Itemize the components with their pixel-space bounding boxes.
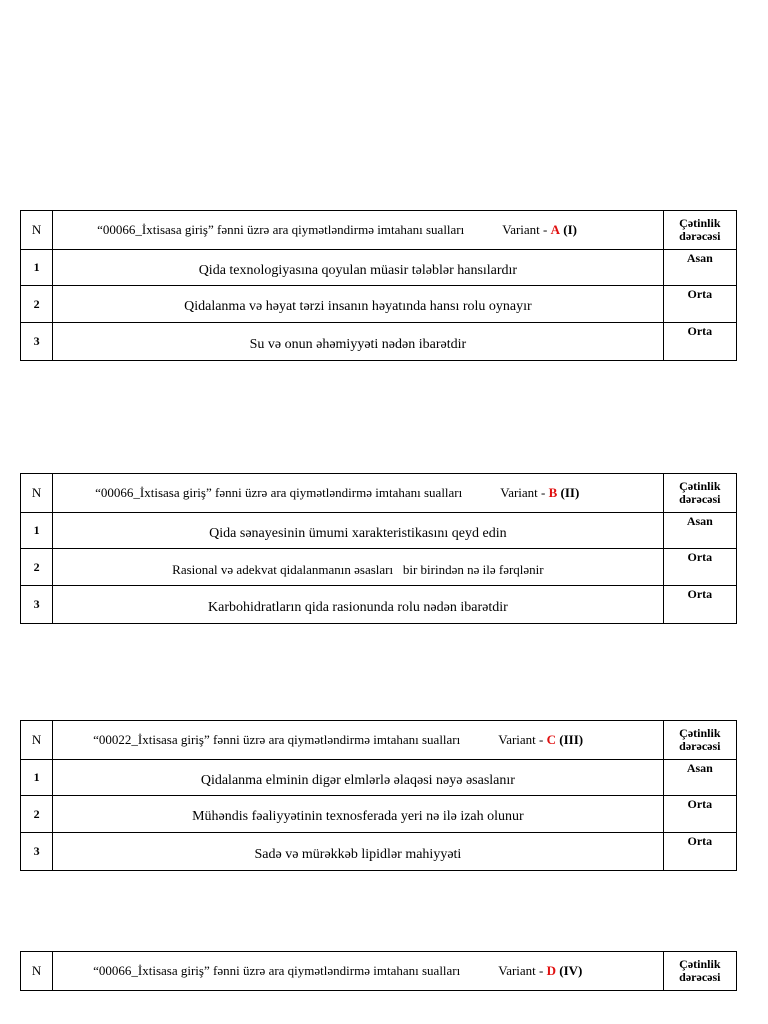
- question-number: 2: [21, 286, 53, 323]
- difficulty-column-header: [663, 211, 736, 250]
- table-title: [53, 474, 664, 513]
- question-text: Qidalanma elminin digər elmlərlə əlaqəsi nəyə əsaslanır: [53, 760, 664, 796]
- exam-title: “00022_İxtisasa giriş” fənni üzrə ara qiymətləndirmə imtahanı sualları: [93, 732, 461, 747]
- difficulty-header-line1: Çətinlik: [679, 957, 721, 971]
- n-column-header: N: [21, 474, 53, 513]
- difficulty-column-header: [663, 952, 736, 991]
- difficulty-header-line2: dərəcəsi: [679, 229, 721, 243]
- variant-label: Variant -: [498, 963, 544, 978]
- table-title: [53, 952, 664, 991]
- difficulty-value: Orta: [663, 796, 736, 833]
- question-number: 2: [21, 796, 53, 833]
- variant-roman: (II): [560, 485, 580, 500]
- question-text: Qida sənayesinin ümumi xarakteristikasını qeyd edin: [53, 513, 664, 549]
- question-text: Qidalanma və həyat tərzi insanın həyatında hansı rolu oynayır: [53, 286, 664, 323]
- question-number: 3: [21, 833, 53, 871]
- difficulty-header-line1: Çətinlik: [679, 726, 721, 740]
- variant-letter: D: [546, 963, 557, 978]
- question-row: [21, 323, 737, 361]
- question-row: [21, 833, 737, 871]
- question-number: 1: [21, 250, 53, 286]
- difficulty-header-line2: dərəcəsi: [679, 739, 721, 753]
- variant-roman: (IV): [559, 963, 583, 978]
- variant-letter: A: [550, 222, 561, 237]
- table-header-row: [21, 474, 737, 513]
- difficulty-value: Asan: [663, 250, 736, 286]
- question-number: 1: [21, 513, 53, 549]
- difficulty-value: Orta: [663, 833, 736, 871]
- difficulty-header-line2: dərəcəsi: [679, 970, 721, 984]
- exam-title: “00066_İxtisasa giriş” fənni üzrə ara qiymətləndirmə imtahanı sualları: [97, 222, 465, 237]
- question-row: [21, 513, 737, 549]
- question-number: 1: [21, 760, 53, 796]
- question-text: Qida texnologiyasına qoyulan müasir tələblər hansılardır: [53, 250, 664, 286]
- question-number: 3: [21, 323, 53, 361]
- variant-roman: (I): [563, 222, 577, 237]
- question-text: Mühəndis fəaliyyətinin texnosferada yeri nə ilə izah olunur: [53, 796, 664, 833]
- exam-table-variant-a: [20, 210, 737, 361]
- question-number: 3: [21, 586, 53, 624]
- exam-table-variant-d: [20, 951, 737, 991]
- difficulty-header-line1: Çətinlik: [679, 216, 721, 230]
- n-column-header: N: [21, 211, 53, 250]
- question-row: [21, 549, 737, 586]
- variant-label: Variant -: [500, 485, 546, 500]
- question-text: Rasional və adekvat qidalanmanın əsasları bir birindən nə ilə fərqlənir: [53, 549, 664, 586]
- question-row: [21, 760, 737, 796]
- question-text: Karbohidratların qida rasionunda rolu nədən ibarətdir: [53, 586, 664, 624]
- difficulty-value: Orta: [663, 286, 736, 323]
- n-column-header: N: [21, 952, 53, 991]
- variant-label: Variant -: [498, 732, 544, 747]
- difficulty-value: Asan: [663, 760, 736, 796]
- table-header-row: [21, 952, 737, 991]
- question-row: [21, 586, 737, 624]
- variant-letter: C: [546, 732, 557, 747]
- difficulty-value: Orta: [663, 323, 736, 361]
- question-number: 2: [21, 549, 53, 586]
- question-row: [21, 286, 737, 323]
- difficulty-column-header: [663, 474, 736, 513]
- variant-label-group: [498, 732, 583, 748]
- table-title: [53, 211, 664, 250]
- question-row: [21, 250, 737, 286]
- variant-label: Variant -: [502, 222, 548, 237]
- n-column-header: N: [21, 721, 53, 760]
- question-text: Sadə və mürəkkəb lipidlər mahiyyəti: [53, 833, 664, 871]
- difficulty-value: Orta: [663, 549, 736, 586]
- question-row: [21, 796, 737, 833]
- difficulty-value: Asan: [663, 513, 736, 549]
- variant-label-group: [498, 963, 582, 979]
- exam-title: “00066_İxtisasa giriş” fənni üzrə ara qiymətləndirmə imtahanı sualları: [93, 963, 461, 978]
- variant-roman: (III): [559, 732, 584, 747]
- difficulty-header-line1: Çətinlik: [679, 479, 721, 493]
- difficulty-value: Orta: [663, 586, 736, 624]
- variant-label-group: [500, 485, 579, 501]
- variant-label-group: [502, 222, 577, 238]
- difficulty-column-header: [663, 721, 736, 760]
- exam-table-variant-b: [20, 473, 737, 624]
- table-header-row: [21, 721, 737, 760]
- question-text: Su və onun əhəmiyyəti nədən ibarətdir: [53, 323, 664, 361]
- difficulty-header-line2: dərəcəsi: [679, 492, 721, 506]
- variant-letter: B: [548, 485, 558, 500]
- exam-title: “00066_İxtisasa giriş” fənni üzrə ara qiymətləndirmə imtahanı sualları: [95, 485, 463, 500]
- table-title: [53, 721, 664, 760]
- exam-table-variant-c: [20, 720, 737, 871]
- table-header-row: [21, 211, 737, 250]
